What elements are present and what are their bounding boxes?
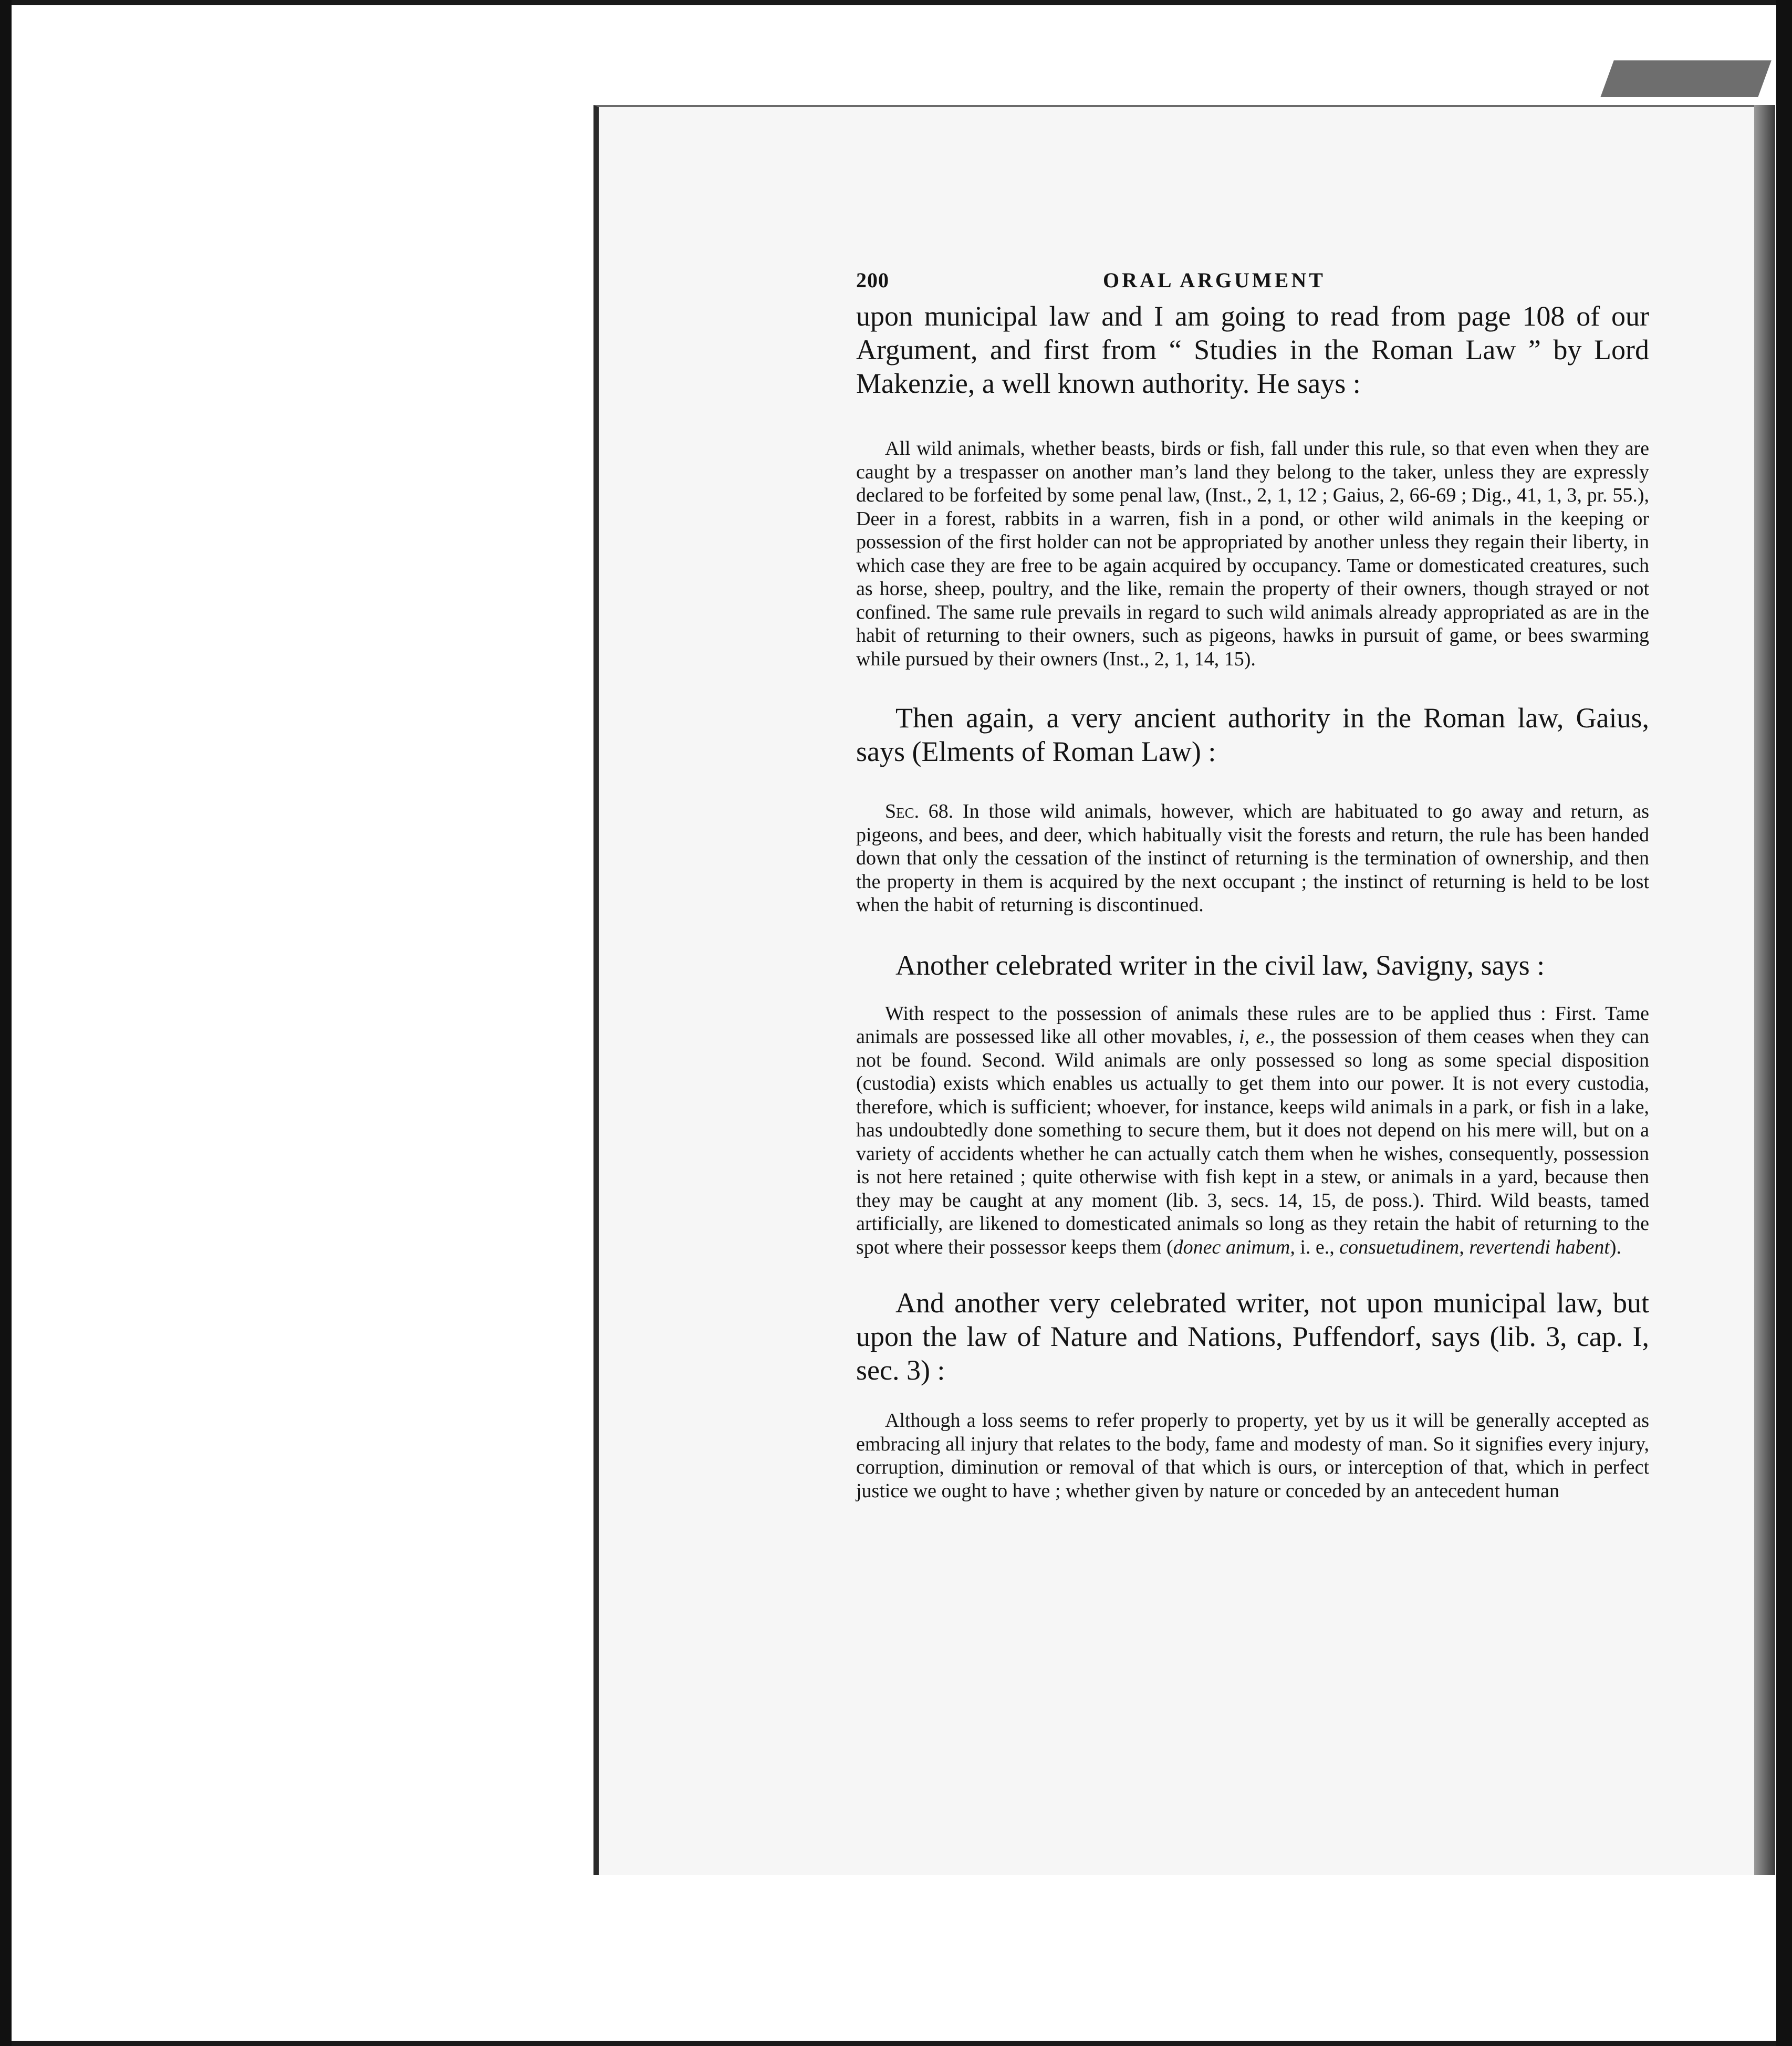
paragraph-savigny-intro: Another celebrated writer in the civil law, Savigny, says : — [895, 949, 1545, 981]
running-head — [856, 268, 1649, 299]
scan-border-bottom — [12, 2041, 1776, 2046]
quote-gaius — [856, 800, 1649, 917]
quote-savigny — [856, 1002, 1649, 1259]
quote-savigny-opening: With respect to the possession of animals these rules are to be applied thus : First. Tame animals are possessed like all other movables, — [856, 1002, 1649, 1048]
quote-savigny-latin-2: consuetudinem, revertendi habent — [1339, 1236, 1610, 1258]
quote-gaius-text: In those wild animals, however, which are habituated to go away and return, as pigeons, and bees, and deer, which habitually visit the forests and return, the rule has been handed down that only the cessation of the instinct of returning is the termination of ownership, and then the property in them is acquired by the next occupant ; the instinct of returning is held to be lost when the habit of returning is discontinued. — [856, 800, 1650, 916]
page-corner-shadow — [1600, 60, 1771, 97]
quote-savigny-closing: ). — [1609, 1236, 1622, 1258]
page-spine-shadow — [1754, 105, 1775, 1875]
paragraph-gaius-intro: Then again, a very ancient authority in the Roman law, Gaius, says (Elments of Roman Law) : — [856, 702, 1649, 767]
scan-border-top — [12, 0, 1776, 5]
scan-border-left — [0, 0, 12, 2046]
page-text-block — [856, 268, 1649, 1502]
quote-savigny-latin-mid: i. e., — [1295, 1236, 1340, 1258]
quote-puffendorf: Although a loss seems to refer properly to property, yet by us it will be generally accepted as embracing all injury that relates to the body, fame and modesty of man. So it signifies every injury, corruption, diminution or removal of that which is ours, or interception of that, which in perfect justice we ought to have ; whether given by nature or conceded by an antecedent human — [856, 1410, 1649, 1502]
section-number: 68. — [928, 800, 954, 822]
quote-savigny-middle: the possession of them ceases when they can not be found. Second. Wild animals are only possessed so long as some special disposition (custodia) exists which enables us actually to get them into our power. It is not every custodia, therefore, which is sufficient; whoever, for instance, keeps wild animals in a park, or fish in a lake, has undoubtedly done something to secure them, but it does not depend on his mere will, but on a variety of accidents whether he can actually catch them when he wishes, consequently, possession is not here retained ; quite otherwise with fish kept in a stew, or animals in a yard, because then they may be caught at any moment (lib. 3, secs. 14, 15, de poss.). Third. Wild beasts, tamed artificially, are likened to domesticated animals so long as they retain the habit of returning to the spot where their possessor keeps them ( — [856, 1026, 1649, 1258]
page-number: 200 — [856, 268, 889, 292]
quote-savigny-latin-1: donec animum, — [1173, 1236, 1295, 1258]
quote-savigny-ie: i, e., — [1238, 1026, 1275, 1048]
paragraph-intro: upon municipal law and I am going to read from page 108 of our Argument, and first from “ Studies in the Roman Law ” by Lord Makenzie, a well known authority. He says : — [856, 300, 1649, 399]
scan-border-right — [1776, 0, 1792, 2046]
section-label: Sec. — [885, 800, 920, 822]
running-head-title: ORAL ARGUMENT — [1103, 268, 1326, 292]
paragraph-puffendorf-intro: And another very celebrated writer, not upon municipal law, but upon the law of Nature and Nations, Puffendorf, says (lib. 3, cap. I, sec. 3) : — [856, 1287, 1649, 1386]
quote-makenzie: All wild animals, whether beasts, birds or fish, fall under this rule, so that even when they are caught by a trespasser on another man’s land they belong to the taker, unless they are expressly declared to be forfeited by some penal law, (Inst., 2, 1, 12 ; Gaius, 2, 66-69 ; Dig., 41, 1, 3, pr. 55.), Deer in a forest, rabbits in a warren, fish in a pond, or other wild animals in the keeping or possession of the first holder can not be appropriated by another unless they regain their liberty, in which case they are free to be again acquired by occupancy. Tame or domesticated creatures, such as horse, sheep, poultry, and the like, remain the property of their owners, though strayed or not confined. The same rule prevails in regard to such wild animals already appropriated as are in the habit of returning to their owners, such as pigeons, hawks in pursuit of game, or bees swarming while pursued by their owners (Inst., 2, 1, 14, 15). — [856, 437, 1649, 670]
